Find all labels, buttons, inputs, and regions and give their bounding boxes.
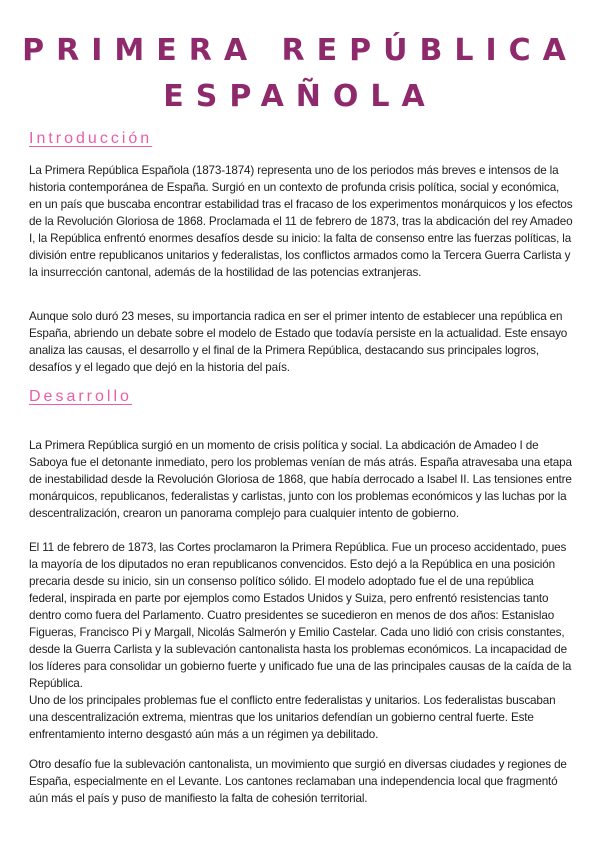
document-title-line-2: ESPAÑOLA [163,79,437,114]
section-heading-introduccion: Introducción [29,130,153,147]
desarrollo-paragraph-1: La Primera República surgió en un momento de crisis política y social. La abdicación de Amadeo I de Saboya fue el detonante inmediato, pero los problemas venían de más atrás. España atravesaba una etapa de inestabilidad desde la Revolución Gloriosa de 1868, que había derrocado a Isabel II. Las tensiones entre monárquicos, republicanos, federalistas y carlistas, junto con los problemas económicos y las luchas por la descentralización, crearon un panorama complejo para cualquier intento de gobierno. [29,439,572,520]
document-title-line-1: PRIMERA REPÚBLICA [22,33,578,68]
desarrollo-paragraph-2: El 11 de febrero de 1873, las Cortes proclamaron la Primera República. Fue un proceso accidentado, pues la mayoría de los diputados no eran republicanos convencidos. Esto dejó a la República en una posición precaria desde su inicio, sin un consenso político sólido. El modelo adoptado fue el de una república federal, inspirada en parte por ejemplos como Estados Unidos y Suiza, pero enfrentó resistencias tanto dentro como fuera del Parlamento. Cuatro presidentes se sucedieron en menos de dos años: Estanislao Figueras, Francisco Pi y Margall, Nicolás Salmerón y Emilio Castelar. Cada uno lidió con crisis constantes, desde la Guerra Carlista y la sublevación cantonalista hasta los problemas económicos. La incapacidad de los líderes para consolidar un gobierno fuerte y unificado fue una de las principales causas de la caída de la República. [29,541,572,690]
section-heading-desarrollo: Desarrollo [29,388,132,405]
intro-paragraph-2: Aunque solo duró 23 meses, su importancia radica en ser el primer intento de establecer una república en España, abriendo un debate sobre el modelo de Estado que todavía persiste en la actualidad. Este ensayo analiza las causas, el desarrollo y el final de la Primera República, destacando sus principales logros, desafíos y el legado que dejó en la historia del país. [29,310,568,374]
desarrollo-paragraph-3: Uno de los principales problemas fue el conflicto entre federalistas y unitarios. Los federalistas buscaban una descentralización extrema, mientras que los unitarios defendían un gobierno central fuerte. Este enfrentamiento interno desgastó aún más a un régimen ya debilitado. [29,694,556,741]
desarrollo-paragraph-4: Otro desafío fue la sublevación cantonalista, un movimiento que surgió en diversas ciudades y regiones de España, especialmente en el Levante. Los cantones reclamaban una independencia local que fragmentó aún más el país y puso de manifiesto la falta de cohesión territorial. [29,758,567,805]
intro-paragraph-1: La Primera República Española (1873-1874) representa uno de los periodos más breves e intensos de la historia contemporánea de España. Surgió en un contexto de profunda crisis política, social y económica, en un país que buscaba encontrar estabilidad tras el fracaso de los experimentos monárquicos y los efectos de la Revolución Gloriosa de 1868. Proclamada el 11 de febrero de 1873, tras la abdicación del rey Amadeo I, la República enfrentó enormes desafíos desde su inicio: la falta de consenso entre las fuerzas políticas, la división entre republicanos unitarios y federalistas, los conflictos armados como la Tercera Guerra Carlista y la insurrección cantonal, además de la hostilidad de las potencias extranjeras. [29,164,573,279]
